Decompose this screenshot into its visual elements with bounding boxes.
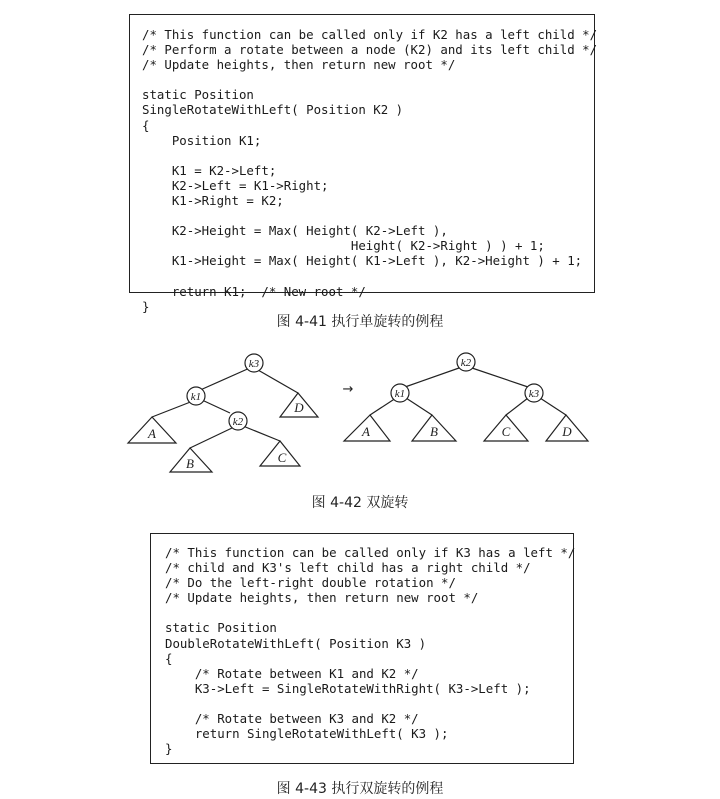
double-rotate-code-line: /* Do the left-right double rotation */ [165, 575, 456, 591]
edge-k3-D [258, 370, 298, 393]
single-rotate-code-line: K1 = K2->Left; [142, 162, 277, 178]
label-A-left: A [148, 426, 156, 441]
double-rotate-code [165, 545, 575, 756]
node-label-k2-right: k2 [460, 357, 472, 369]
label-D-right: D [562, 424, 572, 439]
edge-k2-C [243, 426, 280, 441]
double-rotate-code-box [150, 533, 574, 764]
edge-k1r-B [406, 398, 432, 415]
single-rotate-code-line: Height( K2->Right ) ) + 1; [142, 238, 545, 254]
edge-k1r-A [370, 398, 396, 415]
double-rotate-code-line: K3->Left = SingleRotateWithRight( K3->Left ); [165, 680, 531, 696]
edge-k1-A [152, 401, 193, 417]
single-rotate-code-line: } [142, 298, 150, 314]
figure-4-41-caption: 图 4-41 执行单旋转的例程 [276, 314, 444, 330]
node-label-k1-right: k1 [394, 388, 406, 400]
single-rotate-code-line: /* This function can be called only if K2 has a left child */ [142, 27, 598, 42]
node-label-k3-right: k3 [528, 388, 540, 400]
double-rotate-code-line: /* This function can be called only if K3 has a left */ [165, 545, 576, 560]
double-rotate-code-line: { [165, 650, 173, 666]
single-rotate-code-line: K2->Left = K1->Right; [142, 177, 329, 193]
transform-arrow: → [342, 382, 354, 397]
edge-k3r-D [540, 398, 566, 415]
single-rotate-code-line: return K1; /* New root */ [142, 283, 366, 299]
single-rotate-code-line: /* Update heights, then return new root */ [142, 57, 456, 73]
edge-k3-k1 [198, 367, 252, 391]
double-rotate-code-line: /* Rotate between K1 and K2 */ [165, 665, 419, 681]
single-rotate-code-line: { [142, 117, 150, 133]
node-label-k2-left: k2 [232, 416, 244, 428]
single-rotate-code-line: Position K1; [142, 132, 262, 148]
double-rotation-diagram [0, 345, 720, 475]
figure-4-42-caption: 图 4-42 双旋转 [311, 495, 409, 511]
single-rotate-code-line: static Position [142, 87, 254, 103]
double-rotate-code-line: } [165, 741, 173, 757]
node-label-k3-left: k3 [248, 358, 260, 370]
figure-4-43-caption: 图 4-43 执行双旋转的例程 [276, 781, 444, 797]
double-rotate-code-line: static Position [165, 620, 277, 636]
double-rotate-code-line: /* Rotate between K3 and K2 */ [165, 711, 419, 727]
single-rotate-code-line: K1->Right = K2; [142, 193, 284, 209]
single-rotate-code-box [129, 14, 598, 314]
label-D-left: D [294, 400, 304, 415]
double-rotate-code-line: DoubleRotateWithLeft( Position K3 ) [165, 635, 427, 651]
single-rotate-code-line: K2->Height = Max( Height( K2->Left ), [142, 223, 448, 239]
edge-k2r-k3r [472, 368, 528, 387]
single-rotate-code-line: SingleRotateWithLeft( Position K2 ) [142, 102, 404, 118]
edge-k2r-k1r [405, 368, 459, 387]
single-rotate-code-line: /* Perform a rotate between a node (K2) and its left child */ [142, 42, 598, 58]
label-C-left: C [277, 450, 287, 465]
double-rotate-code-line: /* child and K3's left child has a right child */ [165, 560, 531, 576]
label-C-right: C [501, 424, 511, 439]
edge-k1-k2 [202, 400, 230, 413]
label-B-right: B [430, 424, 438, 439]
double-rotate-code-line: /* Update heights, then return new root */ [165, 590, 479, 606]
label-B-left: B [186, 456, 194, 471]
single-rotate-code [142, 27, 597, 314]
edge-k3r-C [506, 398, 528, 415]
double-rotate-code-line: return SingleRotateWithLeft( K3 ); [165, 726, 449, 742]
single-rotate-code-line: K1->Height = Max( Height( K1->Left ), K2->Height ) + 1; [142, 253, 583, 269]
edge-k2-B [190, 428, 232, 448]
label-A-right: A [362, 424, 370, 439]
node-label-k1-left: k1 [190, 391, 202, 403]
